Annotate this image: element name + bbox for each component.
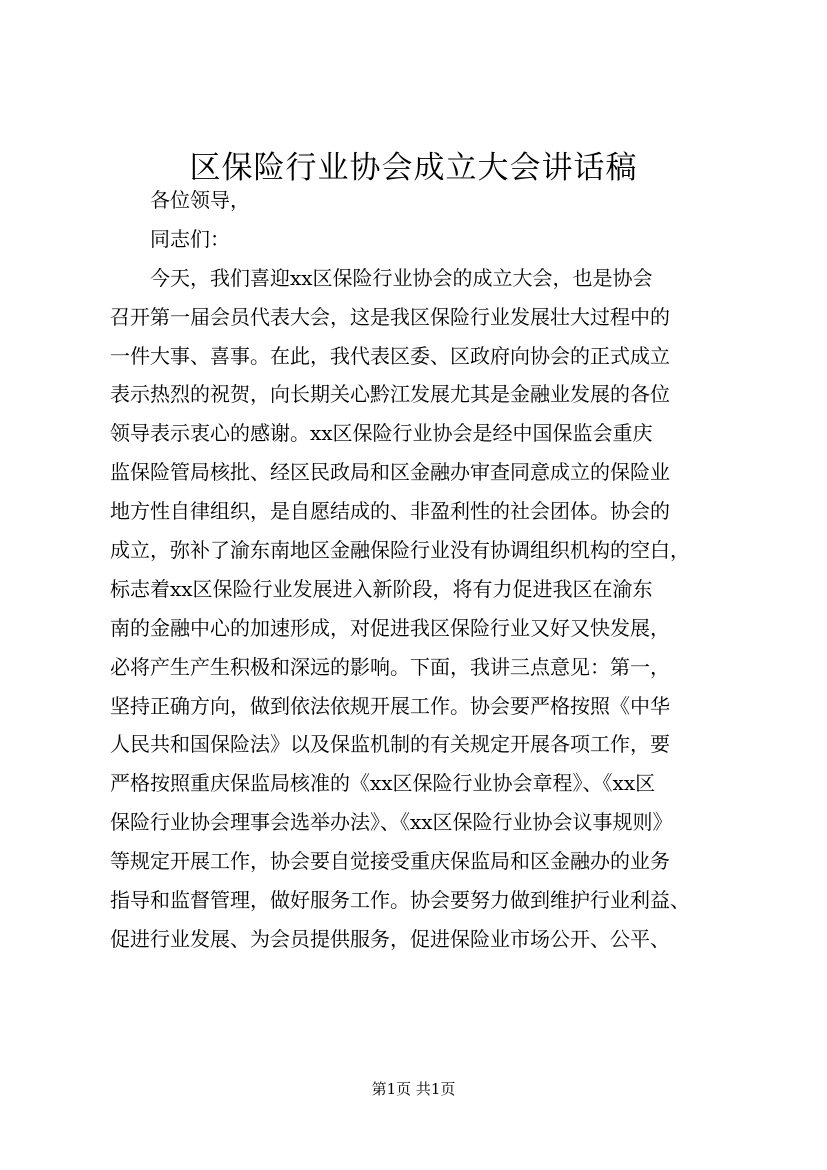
paragraph-line: 同志们：: [150, 226, 230, 251]
paragraph-line: 标志着xx区保险行业发展进入新阶段，将有力促进我区在渝东: [110, 576, 653, 601]
paragraph-line: 一件大事、喜事。在此，我代表区委、区政府向协会的正式成立: [110, 343, 670, 368]
paragraph-line: 指导和监督管理，做好服务工作。协会要努力做到维护行业利益、: [110, 888, 690, 913]
paragraph-line: 领导表示衷心的感谢。xx区保险行业协会是经中国保监会重庆: [110, 421, 653, 446]
paragraph-line: 人民共和国保险法》以及保监机制的有关规定开展各项工作，要: [110, 732, 670, 757]
paragraph-line: 严格按照重庆保监局核准的《xx区保险行业协会章程》、《xx区: [110, 771, 656, 796]
paragraph-line: 必将产生产生积极和深远的影响。下面，我讲三点意见：第一，: [110, 654, 670, 679]
paragraph-line: 监保险管局核批、经区民政局和区金融办审查同意成立的保险业: [110, 460, 670, 485]
paragraph-line: 等规定开展工作，协会要自觉接受重庆保监局和区金融办的业务: [110, 849, 670, 874]
paragraph-line: 各位领导，: [150, 188, 250, 212]
document-body: [110, 181, 730, 959]
paragraph-line: 坚持正确方向，做到依法依规开展工作。协会要严格按照《中华: [110, 693, 670, 718]
paragraph-line: 表示热烈的祝贺，向长期关心黔江发展尤其是金融业发展的各位: [110, 382, 670, 407]
paragraph-line: 今天，我们喜迎xx区保险行业协会的成立大会，也是协会: [150, 265, 653, 290]
paragraph-line: 召开第一届会员代表大会，这是我区保险行业发展壮大过程中的: [110, 304, 670, 329]
paragraph-line: 保险行业协会理事会选举办法》、《xx区保险行业协会议事规则》: [110, 810, 673, 835]
paragraph-line: 成立，弥补了渝东南地区金融保险行业没有协调组织机构的空白，: [110, 538, 690, 563]
page-footer: 第1页 共1页: [371, 1080, 456, 1098]
paragraph-line: 促进行业发展、为会员提供服务，促进保险业市场公开、公平、: [110, 926, 670, 951]
paragraph-line: 南的金融中心的加速形成，对促进我区保险行业又好又快发展，: [110, 615, 670, 640]
paragraph-line: 地方性自律组织，是自愿结成的、非盈利性的社会团体。协会的: [110, 499, 670, 524]
document-title: 区保险行业协会成立大会讲话稿: [189, 150, 638, 186]
